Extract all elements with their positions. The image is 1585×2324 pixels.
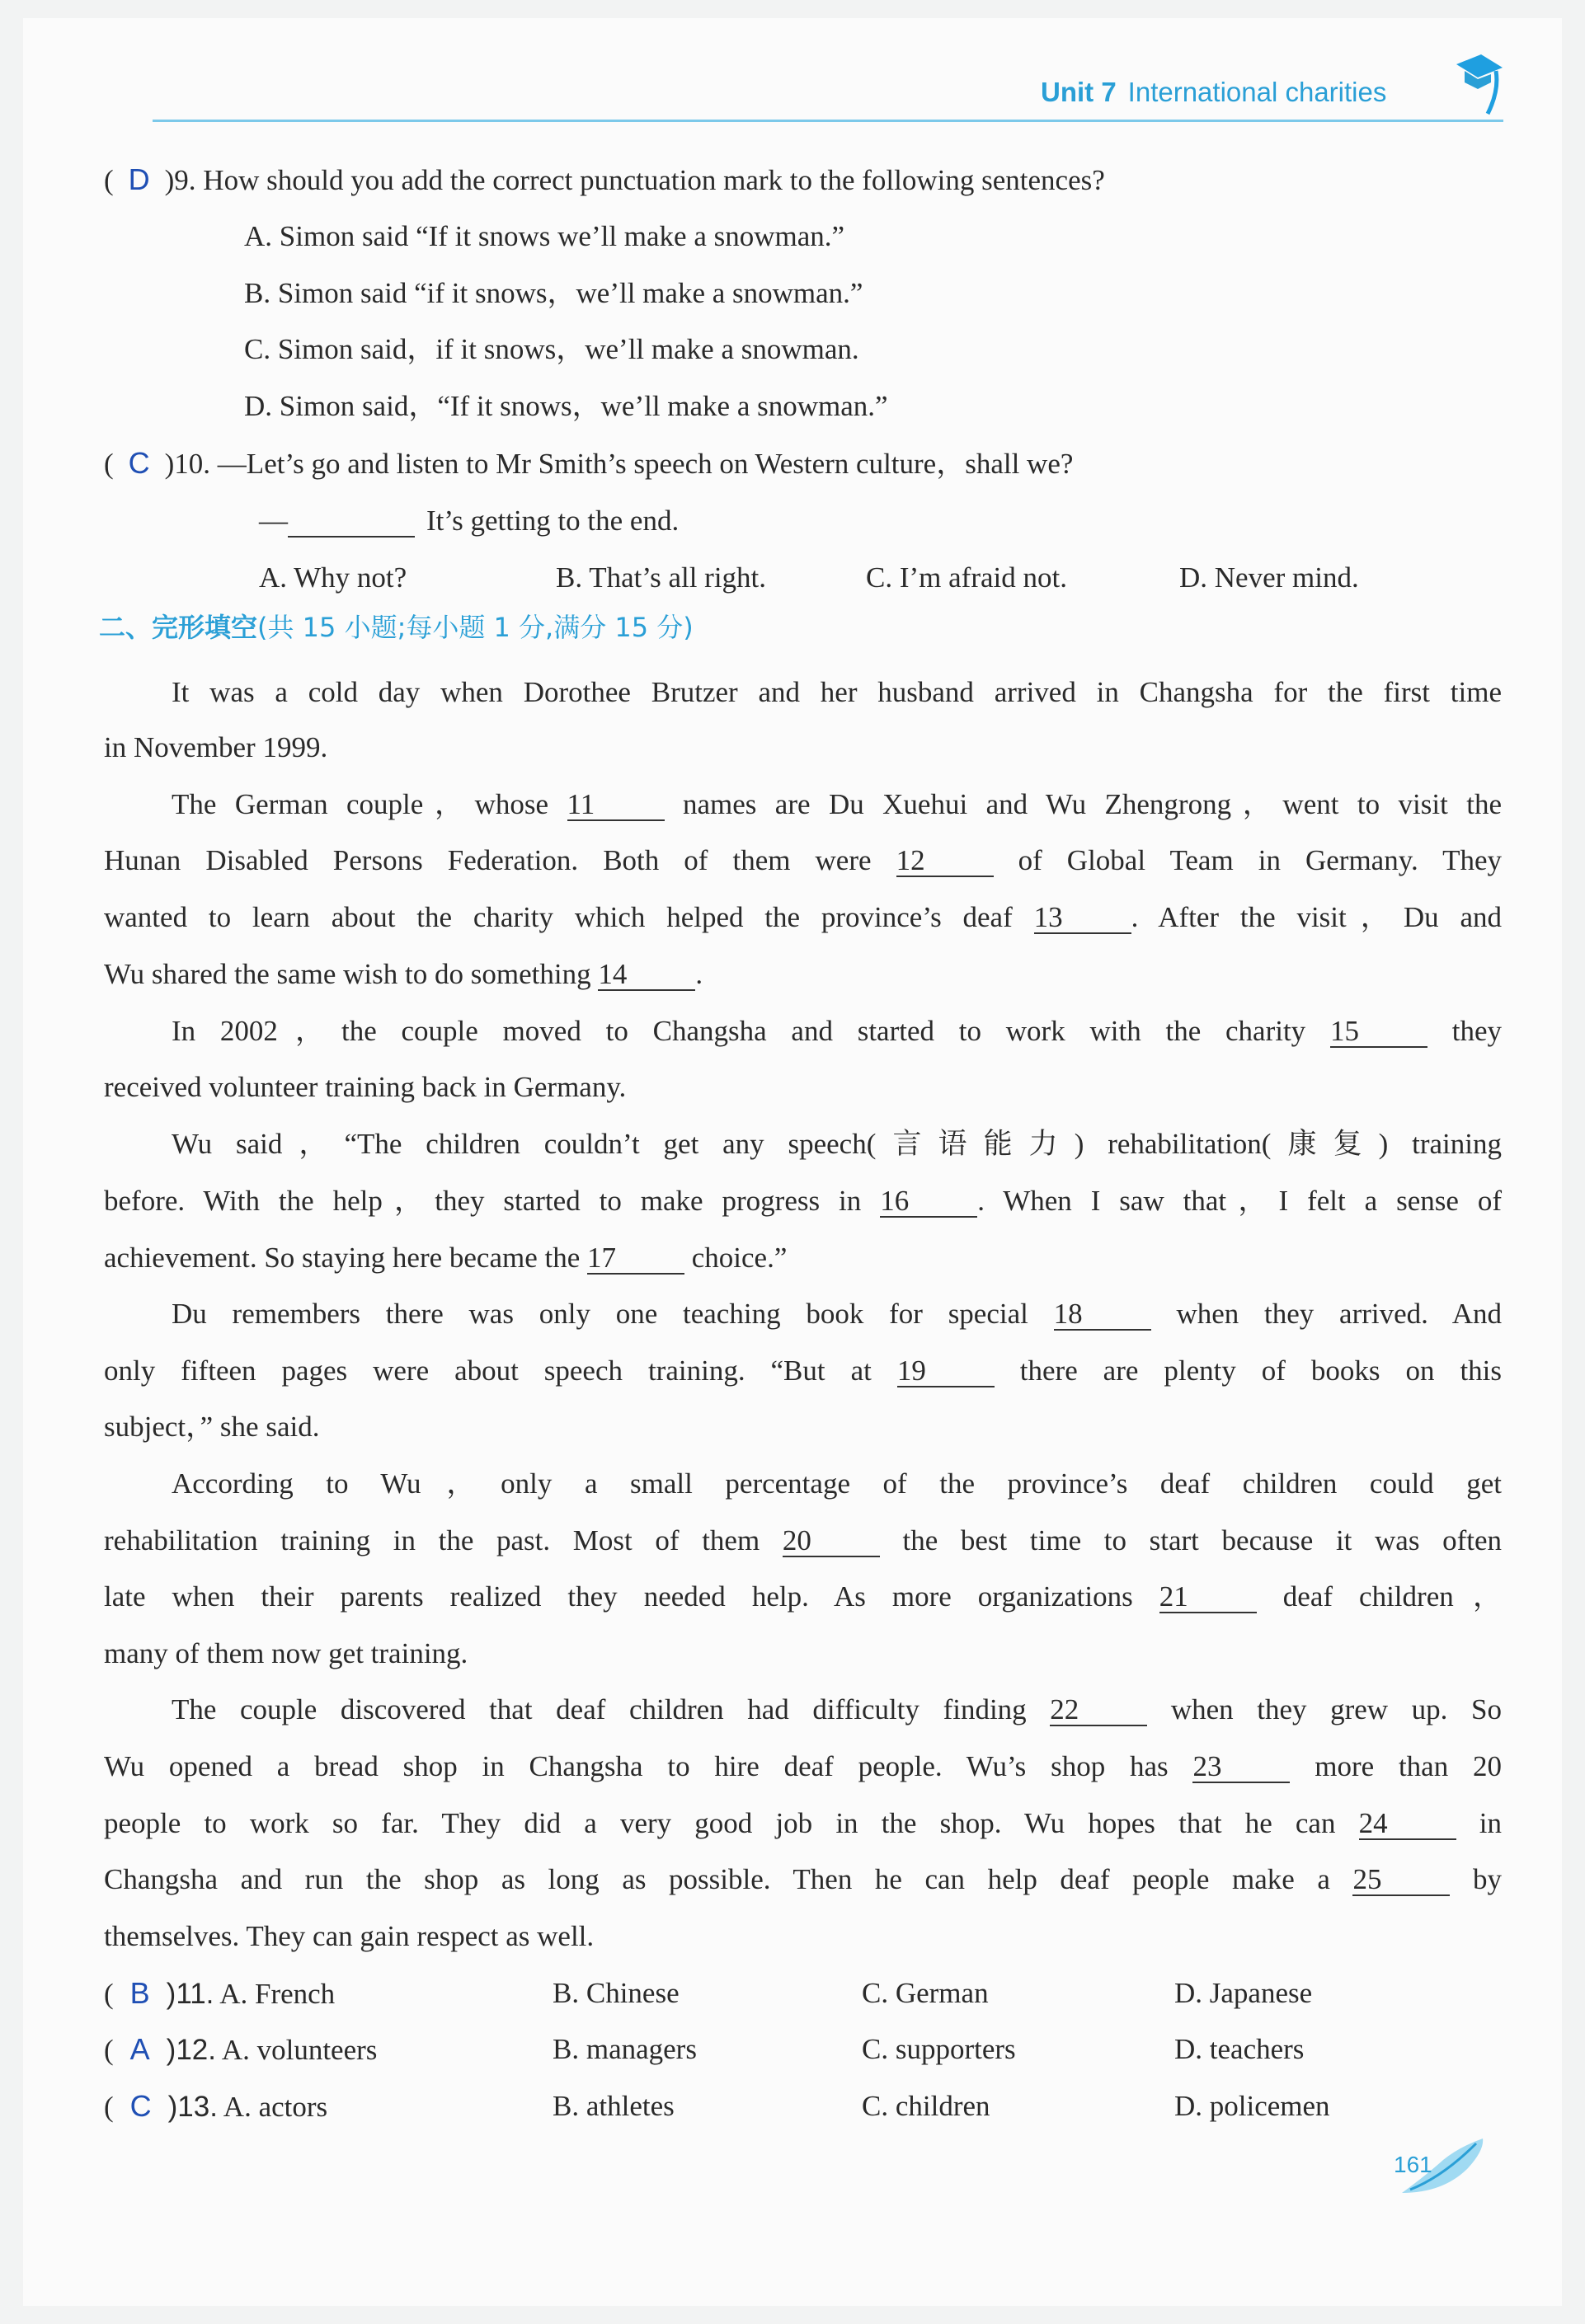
mc-row-11: ( B )11. A. French [104, 1976, 336, 2010]
mc-13-c: C. children [862, 2090, 990, 2122]
mc-13-d: D. policemen [1174, 2090, 1330, 2122]
passage-line-19: The couple discovered that deaf children had difficulty finding 22 when they grew up. So [172, 1693, 1502, 1725]
passage-line-14: subject，” she said. [104, 1411, 320, 1443]
unit-header [1041, 77, 1386, 108]
passage-line-8: received volunteer training back in Germany. [104, 1071, 627, 1103]
mc-11-c: C. German [862, 1977, 989, 2009]
q9-option-d: D. Simon said，“If it snows，we’ll make a snowman.” [244, 390, 888, 422]
question-9-stem: )9. How should you add the correct punctuation mark to the following sentences? [164, 164, 1105, 196]
mc-12-d: D. teachers [1174, 2033, 1305, 2065]
passage-line-18: many of them now get training. [104, 1637, 468, 1669]
blank-21[interactable]: 21 [1159, 1582, 1257, 1613]
passage-line-12: Du remembers there was only one teaching book for special 18 when they arrived. And [172, 1298, 1503, 1330]
passage-line-11: achievement. So staying here became the 17 choice.” [104, 1242, 788, 1274]
answer-12: A [129, 2032, 150, 2066]
passage-line-21: people to work so far. They did a very good job in the shop. Wu hopes that he can 24 in [104, 1807, 1503, 1839]
q10-option-a: A. Why not? [259, 561, 407, 594]
q10-option-b: B. That’s all right. [556, 561, 767, 594]
q9-option-a: A. Simon said “If it snows we’ll make a snowman.” [244, 220, 845, 252]
graduation-cap-icon [1453, 49, 1504, 120]
mc-12-c: C. supporters [862, 2033, 1016, 2065]
q9-option-c: C. Simon said，if it snows，we’ll make a snowman. [244, 333, 859, 365]
blank-18[interactable]: 18 [1054, 1299, 1151, 1331]
unit-label: Unit 7 [1041, 77, 1117, 107]
passage-line-5: wanted to learn about the charity which helped the province’s deaf 13 . After the visit，Du and [104, 901, 1503, 933]
question-10: ( C )10. —Let’s go and listen to Mr Smith’s speech on Western culture，shall we? [104, 446, 1074, 480]
blank-20[interactable]: 20 [783, 1526, 880, 1557]
passage-line-9: Wu said，“The children couldn’t get any speech(言语能力) rehabilitation(康复) training [172, 1128, 1502, 1160]
header-divider [153, 120, 1503, 122]
mc-12-b: B. managers [553, 2033, 697, 2065]
passage-line-15: According to Wu，only a small percentage of the province’s deaf children could get [172, 1467, 1502, 1500]
section-2-heading: 二、完形填空(共 15 小题;每小题 1 分,满分 15 分) [99, 612, 694, 643]
passage-line-16: rehabilitation training in the past. Most of them 20 the best time to start because it was often [104, 1524, 1503, 1556]
page-number: 161 [1394, 2152, 1432, 2177]
passage-line-3: The German couple，whose 11 names are Du Xuehui and Wu Zhengrong，went to visit the [172, 788, 1503, 820]
answer-13: C [129, 2089, 152, 2123]
blank-17[interactable]: 17 [587, 1243, 684, 1275]
blank-25[interactable]: 25 [1352, 1865, 1450, 1896]
reply-blank [288, 506, 415, 538]
answer-11: B [129, 1976, 150, 2010]
passage-line-7: In 2002，the couple moved to Changsha and started to work with the charity 15 they [172, 1015, 1503, 1047]
mc-13-b: B. athletes [553, 2090, 675, 2122]
blank-23[interactable]: 23 [1192, 1752, 1290, 1783]
passage-line-4: Hunan Disabled Persons Federation. Both of them were 12 of Global Team in Germany. They [104, 844, 1503, 876]
passage-line-20: Wu opened a bread shop in Changsha to hire deaf people. Wu’s shop has 23 more than 20 [104, 1750, 1503, 1782]
unit-topic: International charities [1127, 77, 1387, 107]
answer-9: D [128, 162, 150, 196]
passage-line-2: in November 1999. [104, 731, 328, 763]
blank-22[interactable]: 22 [1050, 1695, 1147, 1726]
passage-line-1: It was a cold day when Dorothee Brutzer and her husband arrived in Changsha for the first time [172, 676, 1502, 708]
mc-row-12: ( A )12. A. volunteers [104, 2032, 378, 2066]
q10-option-c: C. I’m afraid not. [866, 561, 1067, 594]
passage-line-23: themselves. They can gain respect as well. [104, 1920, 595, 1952]
blank-13[interactable]: 13 [1034, 903, 1131, 934]
answer-10: C [128, 446, 150, 480]
blank-24[interactable]: 24 [1359, 1809, 1456, 1840]
blank-15[interactable]: 15 [1330, 1016, 1427, 1048]
blank-12[interactable]: 12 [896, 846, 994, 877]
mc-11-d: D. Japanese [1174, 1977, 1313, 2009]
passage-line-6: Wu shared the same wish to do something 14 . [104, 958, 703, 990]
passage-line-17: late when their parents realized they needed help. As more organizations 21 deaf children， [104, 1580, 1503, 1613]
mc-11-b: B. Chinese [553, 1977, 680, 2009]
q9-option-b: B. Simon said “if it snows，we’ll make a snowman.” [244, 277, 863, 309]
passage-line-10: before. With the help，they started to make progress in 16 . When I saw that，I felt a sense of [104, 1185, 1503, 1217]
blank-14[interactable]: 14 [598, 960, 695, 991]
question-9: ( D )9. How should you add the correct punctuation mark to the following sentences? [104, 162, 1105, 196]
question-10-stem: )10. —Let’s go and listen to Mr Smith’s speech on Western culture，shall we? [164, 448, 1074, 480]
passage-line-13: only fifteen pages were about speech training. “But at 19 there are plenty of books on this [104, 1354, 1503, 1387]
mc-row-13: ( C )13. A. actors [104, 2089, 328, 2123]
blank-11[interactable]: 11 [567, 790, 665, 821]
blank-19[interactable]: 19 [897, 1356, 995, 1387]
q10-option-d: D. Never mind. [1179, 561, 1359, 594]
blank-16[interactable]: 16 [880, 1186, 977, 1218]
question-10-reply: — It’s getting to the end. [259, 505, 680, 537]
passage-line-22: Changsha and run the shop as long as possible. Then he can help deaf people make a 25 by [104, 1863, 1503, 1895]
